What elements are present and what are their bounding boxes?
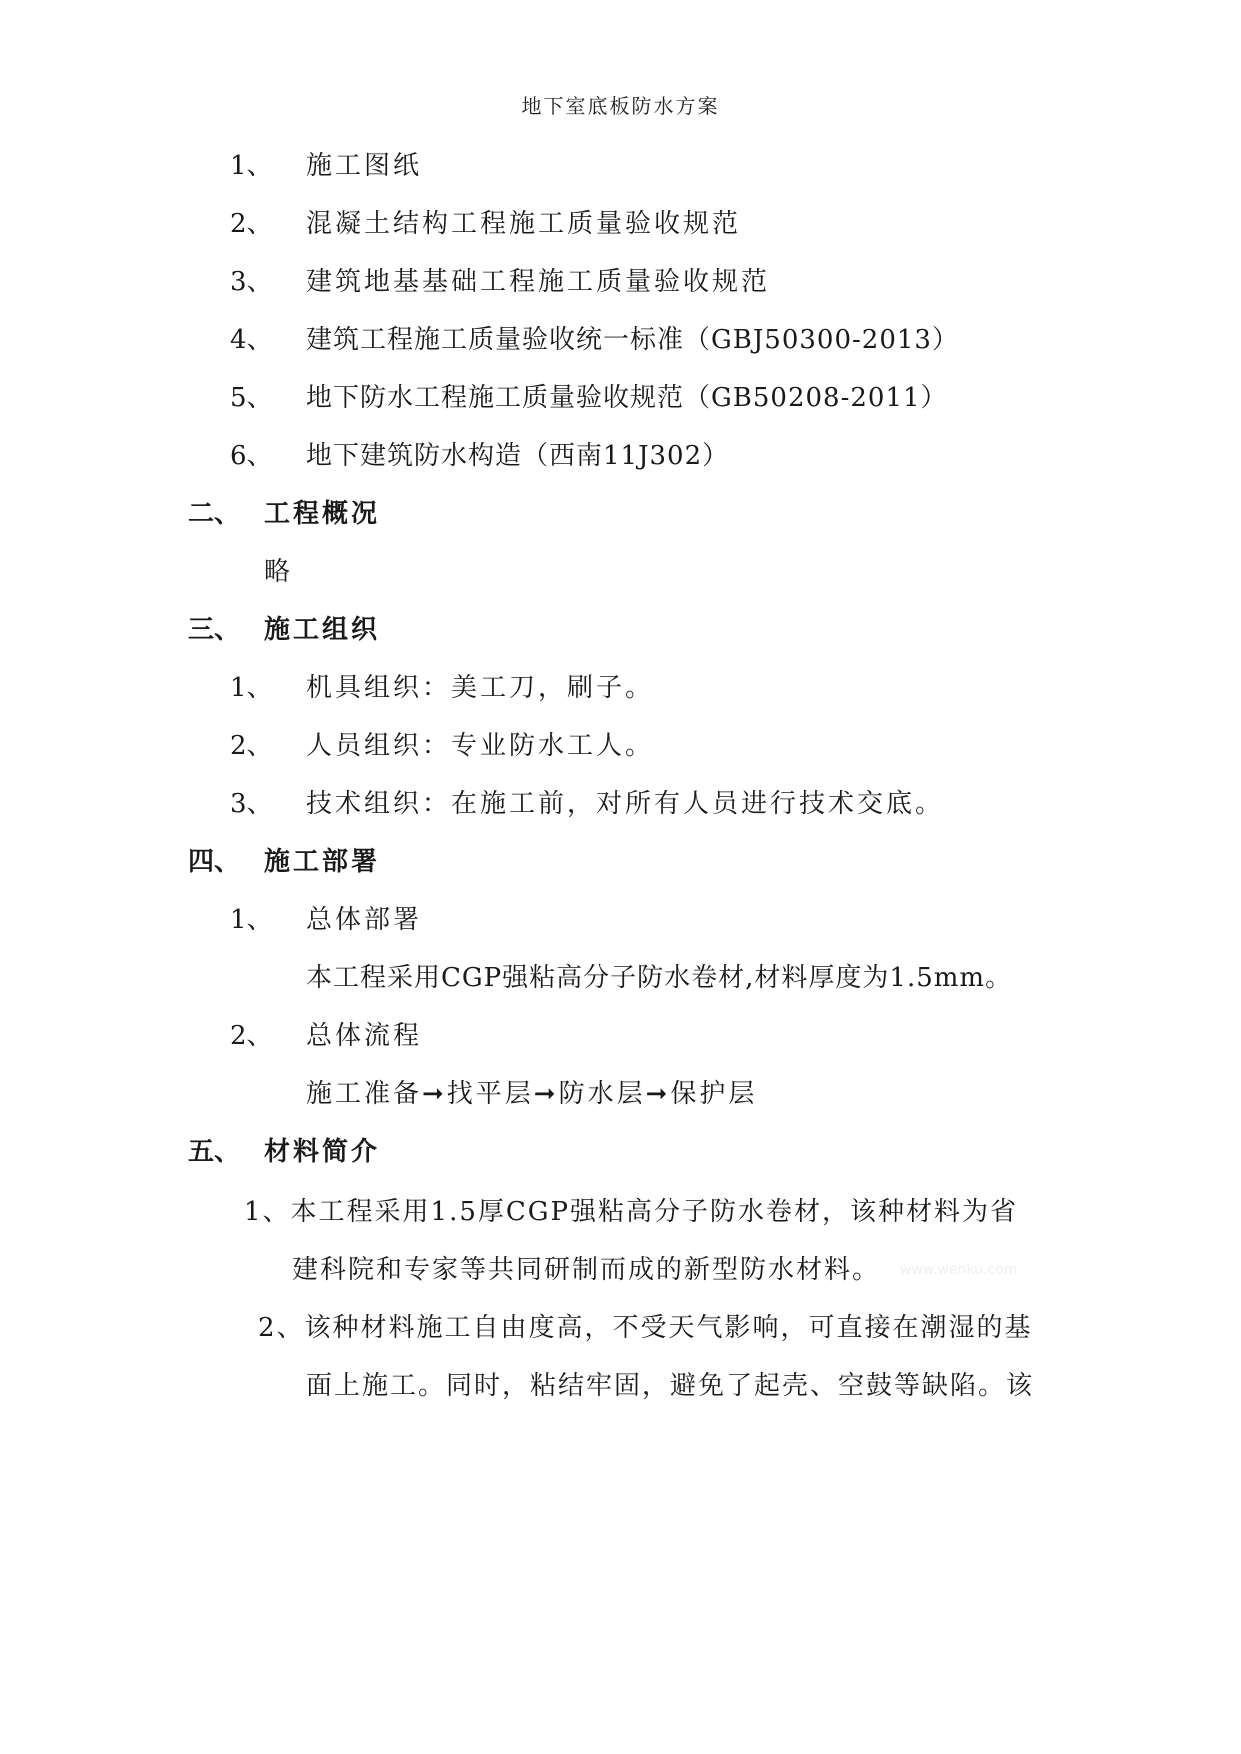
basis-item-text: 施工图纸: [306, 151, 423, 181]
page-header: 地下室底板防水方案: [521, 94, 720, 118]
paragraph-line: 面上施工。同时，粘结牢固，避免了起壳、空鼓等缺陷。该: [306, 1371, 1035, 1401]
basis-item-number: 1、: [230, 151, 273, 181]
basis-item-text: 地下建筑防水构造（西南11J302）: [306, 441, 730, 471]
section-number: 五、: [188, 1137, 241, 1167]
section-title: 工程概况: [264, 499, 381, 529]
section-body: 略: [264, 557, 294, 587]
basis-item-number: 5、: [230, 383, 273, 413]
basis-item-text: 混凝土结构工程施工质量验收规范: [306, 209, 742, 239]
list-item-number: 2、: [230, 1021, 273, 1051]
list-item-text: 技术组织：在施工前，对所有人员进行技术交底。: [306, 789, 945, 819]
section-title: 施工组织: [264, 615, 381, 645]
list-item-text: 机具组织：美工刀，刷子。: [306, 673, 655, 703]
basis-item-number: 6、: [230, 441, 273, 471]
list-item-number: 1、: [230, 905, 273, 935]
basis-item-number: 4、: [230, 325, 273, 355]
list-item-body: 施工准备➞找平层➞防水层➞保护层: [306, 1079, 758, 1109]
section-title: 材料简介: [264, 1137, 381, 1167]
section-number: 二、: [188, 499, 241, 529]
watermark: www.wenku.com: [900, 1262, 1018, 1278]
list-item-text: 总体流程: [306, 1021, 423, 1051]
section-number: 三、: [188, 615, 241, 645]
list-item-number: 3、: [230, 789, 273, 819]
section-number: 四、: [188, 847, 241, 877]
list-item-text: 人员组织：专业防水工人。: [306, 731, 655, 761]
section-title: 施工部署: [264, 847, 381, 877]
basis-item-text: 地下防水工程施工质量验收规范（GB50208-2011）: [306, 383, 948, 413]
list-item-number: 2、: [230, 731, 273, 761]
paragraph-line: 1、本工程采用1.5厚CGP强粘高分子防水卷材，该种材料为省: [244, 1197, 1019, 1227]
paragraph-line: 2、该种材料施工自由度高，不受天气影响，可直接在潮湿的基: [258, 1313, 1033, 1343]
list-item-text: 总体部署: [306, 905, 423, 935]
list-item-number: 1、: [230, 673, 273, 703]
paragraph-line: 建科院和专家等共同研制而成的新型防水材料。: [292, 1255, 881, 1285]
basis-item-number: 2、: [230, 209, 273, 239]
list-item-body: 本工程采用CGP强粘高分子防水卷材,材料厚度为1.5mm。: [306, 963, 1013, 993]
basis-item-text: 建筑工程施工质量验收统一标准（GBJ50300-2013）: [306, 325, 959, 355]
basis-item-number: 3、: [230, 267, 273, 297]
basis-item-text: 建筑地基基础工程施工质量验收规范: [306, 267, 771, 297]
